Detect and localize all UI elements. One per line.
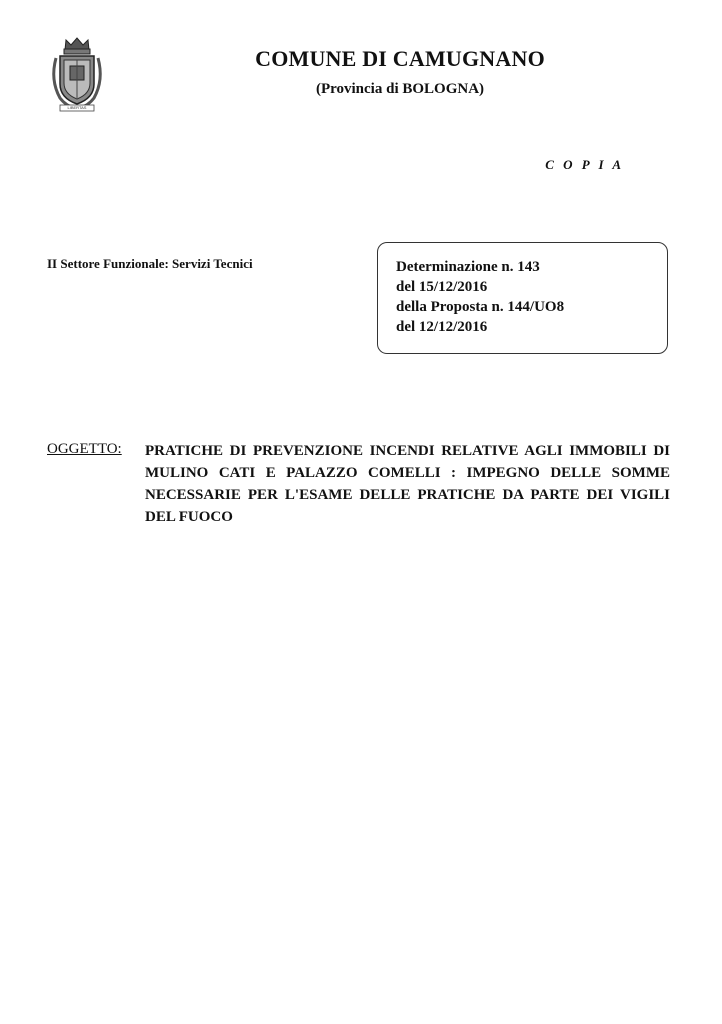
proposal-date: del 12/12/2016 (396, 319, 488, 335)
coat-of-arms-icon (48, 36, 106, 114)
department-label: II Settore Funzionale: Servizi Tecnici (47, 256, 253, 271)
province-subtitle: (Provincia di BOLOGNA) (315, 81, 485, 97)
subject-text: PRATICHE DI PREVENZIONE INCENDI RELATIVE AGLI IMMOBILI DI MULINO CATI E PALAZZO COMELLI : IMPEGNO DELLE SOMME NECESSARIE PER L'ESAME DELLE PRATICHE DA PARTE DEI VIGILI DEL FUOCO (145, 443, 670, 525)
determination-number: Determinazione n. 143 (396, 259, 540, 275)
determination-date: del 15/12/2016 (396, 279, 488, 295)
subject-label: OGGETTO: (47, 441, 122, 457)
crest-motto: LIBERTAS (67, 105, 87, 110)
page-title: COMUNE DI CAMUGNANO (255, 46, 545, 71)
proposal-number: della Proposta n. 144/UO8 (396, 299, 565, 315)
copy-stamp: C O P I A (545, 157, 624, 172)
determination-box (377, 242, 668, 354)
